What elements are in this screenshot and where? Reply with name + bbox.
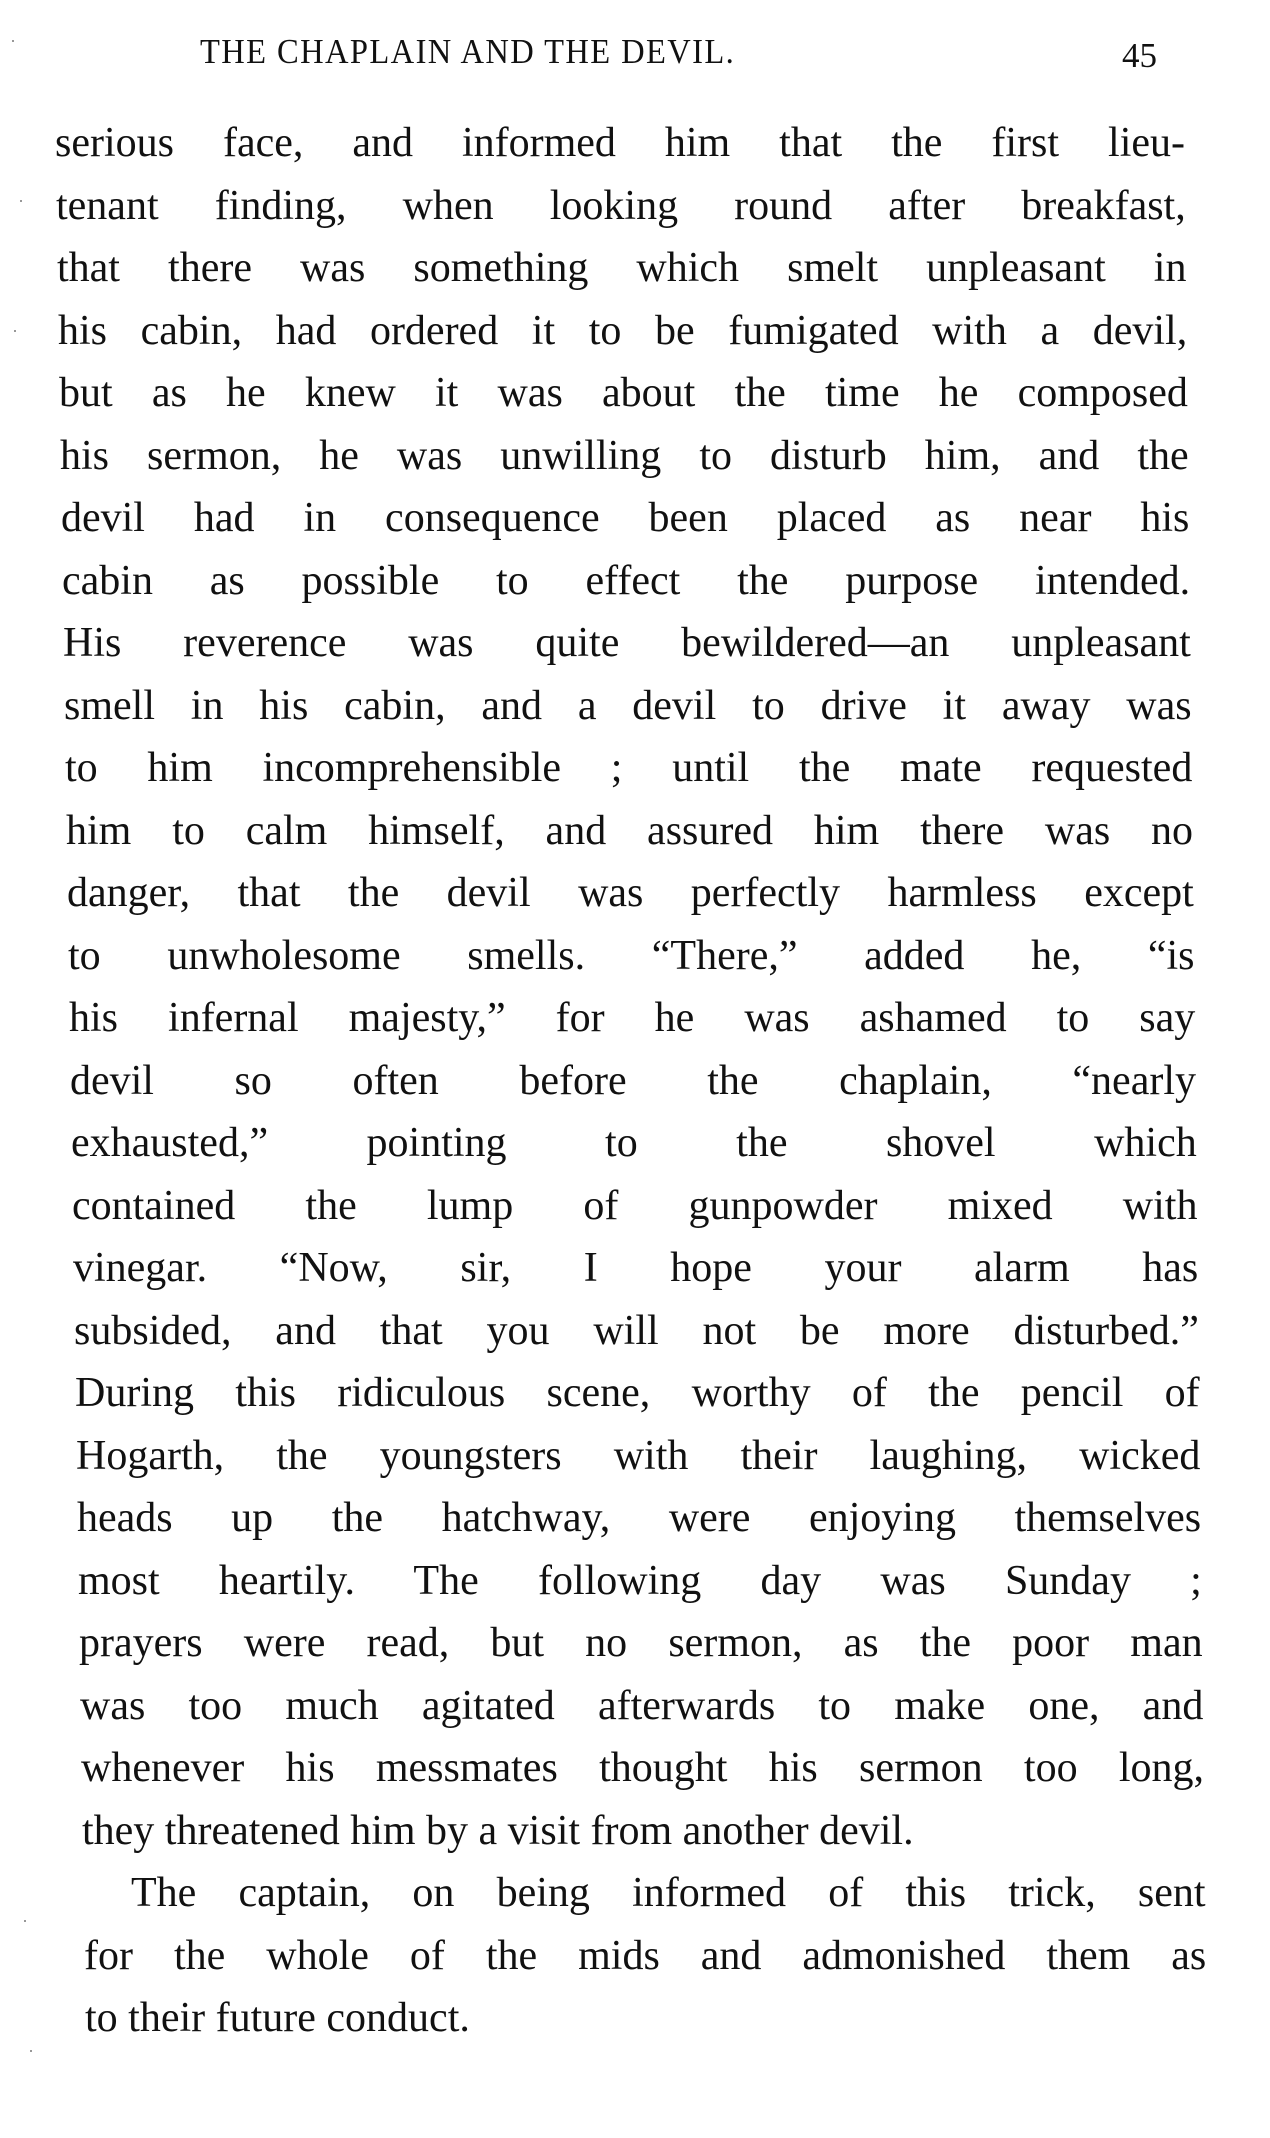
text-line: for the whole of the mids and admonished them as bbox=[84, 1932, 1207, 1979]
text-line: to their future conduct. bbox=[85, 1995, 470, 2041]
text-line: contained the lump of gunpowder mixed with bbox=[72, 1182, 1198, 1229]
text-line: to unwholesome smells. “There,” added he, “is bbox=[68, 932, 1195, 979]
scan-speck bbox=[14, 330, 16, 332]
text-line: vinegar. “Now, sir, I hope your alarm has bbox=[73, 1245, 1199, 1291]
text-line: Hogarth, the youngsters with their laughing, wicked bbox=[76, 1432, 1201, 1479]
text-line: heads up the hatchway, were enjoying themselves bbox=[77, 1495, 1202, 1541]
text-line: but as he knew it was about the time he composed bbox=[59, 370, 1188, 416]
text-line: to him incomprehensible ; until the mate requested bbox=[65, 745, 1193, 791]
text-line: During this ridiculous scene, worthy of the pencil of bbox=[75, 1370, 1200, 1416]
text-line: devil had in consequence been placed as near his bbox=[61, 495, 1190, 541]
text-line: prayers were read, but no sermon, as the poor man bbox=[79, 1620, 1203, 1666]
text-line: danger, that the devil was perfectly harmless except bbox=[67, 870, 1194, 916]
text-line: that there was something which smelt unpleasant in bbox=[57, 245, 1187, 291]
text-line: whenever his messmates thought his sermon too long, bbox=[81, 1745, 1205, 1791]
text-line: subsided, and that you will not be more disturbed.” bbox=[74, 1307, 1199, 1354]
scan-speck bbox=[30, 2050, 32, 2052]
text-line: exhausted,” pointing to the shovel which bbox=[71, 1120, 1197, 1166]
text-line: his infernal majesty,” for he was ashamed to say bbox=[69, 995, 1196, 1041]
text-line: serious face, and informed him that the first lieu- bbox=[55, 120, 1185, 166]
text-line: cabin as possible to effect the purpose intended. bbox=[62, 557, 1191, 604]
text-line: most heartily. The following day was Sunday ; bbox=[78, 1557, 1202, 1604]
scan-speck bbox=[20, 200, 22, 202]
text-line: The captain, on being informed of this trick, sent bbox=[131, 1870, 1206, 1916]
page-number: 45 bbox=[1122, 36, 1157, 75]
text-line: tenant finding, when looking round after breakfast, bbox=[56, 182, 1186, 229]
scan-speck bbox=[12, 40, 14, 42]
text-line: they threatened him by a visit from another devil. bbox=[82, 1807, 914, 1854]
running-title: THE CHAPLAIN AND THE DEVIL. bbox=[200, 32, 736, 71]
text-line: was too much agitated afterwards to make one, and bbox=[80, 1682, 1204, 1729]
text-line: him to calm himself, and assured him there was no bbox=[66, 807, 1194, 854]
running-header bbox=[0, 32, 1270, 92]
text-line: smell in his cabin, and a devil to drive it away was bbox=[64, 682, 1192, 729]
scan-speck bbox=[24, 1920, 26, 1922]
text-line: devil so often before the chaplain, “nearly bbox=[70, 1057, 1196, 1104]
text-line: His reverence was quite bewildered—an unpleasant bbox=[63, 620, 1191, 666]
text-line: his cabin, had ordered it to be fumigated with a devil, bbox=[58, 307, 1188, 354]
text-line: his sermon, he was unwilling to disturb him, and the bbox=[60, 432, 1189, 479]
